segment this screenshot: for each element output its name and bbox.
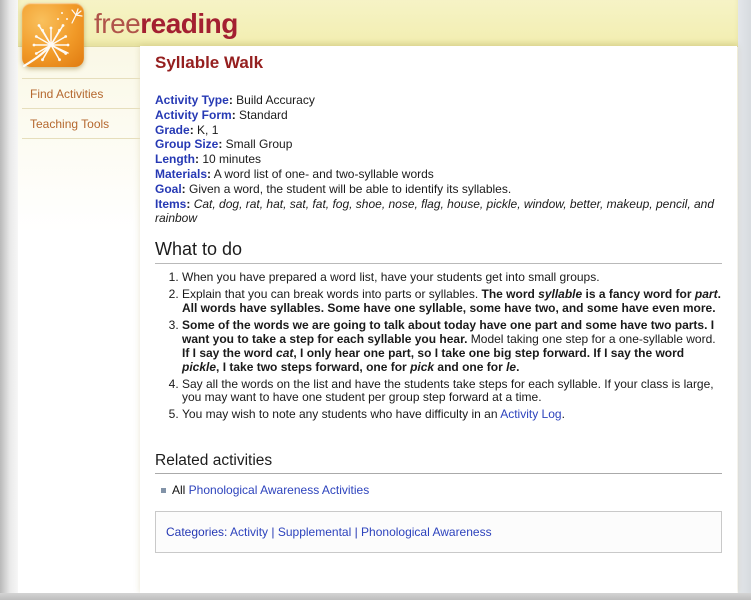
text-run: . All words have syllables. Some have one syllable, some have two, and some have even more. [182,287,721,315]
meta-row-group-size: Group Size: Small Group [155,137,293,152]
section-divider [155,263,722,264]
meta-row-activity-form: Activity Form: Standard [155,107,288,122]
main-content [140,46,737,593]
meta-label: Activity Form [155,107,232,122]
meta-row-items: Items: Cat, dog, rat, hat, sat, fat, fog, shoe, nose, flag, house, pickle, window, better, makeup, pencil, and rainbow [155,196,715,226]
sidebar [22,78,140,139]
meta-label: Group Size [155,137,219,152]
meta-value [236,108,288,122]
meta-row-grade: Grade: K, 1 [155,122,219,137]
category-separator: | [268,525,278,540]
categories-label: Categories: [166,525,231,540]
text-run: and one for [434,359,507,374]
category-link-phonological-awareness[interactable]: Phonological Awareness [361,525,492,540]
meta-row-goal: Goal: Given a word, the student will be able to identify its syllables. [155,181,512,196]
sidebar-item-find-activities[interactable]: Find Activities [30,87,104,101]
text-run: part [694,287,718,302]
meta-label: Goal [155,181,182,196]
phonological-awareness-activities-link[interactable]: Phonological Awareness Activities [188,483,370,498]
sidebar-item-teaching-tools[interactable]: Teaching Tools [30,117,110,131]
text-run: Cat, dog, rat, hat, sat, fat, fog, shoe, nose, flag, house, pickle, window, better, makeup, pencil, and rainbow [155,196,715,226]
dandelion-icon [22,3,84,67]
meta-value [233,93,315,107]
text-run: is a fancy word for [582,287,695,302]
text-run: Build Accuracy [232,93,315,107]
steps-list [155,271,722,422]
meta-value [199,152,261,166]
text-run: The word [481,287,539,302]
page-title: Syllable Walk [155,53,264,72]
activity-meta [155,93,722,226]
window-edge-left [0,0,18,600]
page [18,0,738,593]
sidebar-divider [22,138,140,139]
related-item-prefix: All [172,483,189,498]
text-run: . [516,359,520,374]
meta-row-activity-type: Activity Type: Build Accuracy [155,93,315,107]
step-item [182,378,722,406]
meta-value [194,123,219,137]
text-run: Small Group [222,137,293,152]
text-run: 10 minutes [199,152,262,167]
meta-row-materials: Materials: A word list of one- and two-syllable words [155,166,434,181]
meta-label: Length [155,152,195,167]
text-run: Model taking one step for a one-syllable word. [467,331,716,346]
step-item [182,408,722,422]
text-run: . [561,407,565,422]
text-run: Some of the words we are going to talk about today have one part and some have two parts. I want you to take a step for each syllable you hear. [182,317,715,346]
text-run: Say all the words on the list and have the students take steps for each syllable. If your class is large, you may want to have one student per group step forward at a time. [182,376,714,405]
step-item [182,271,722,285]
text-run: le [506,359,517,374]
step-item [182,319,722,375]
text-run: When you have prepared a word list, have your students get into small groups. [182,270,600,285]
text-run: A word list of one- and two-syllable words [211,166,434,181]
text-run: Standard [235,107,288,122]
text-run: , I take two steps forward, one for [216,359,411,374]
category-link-supplemental[interactable]: Supplemental [277,525,352,540]
meta-label: Materials [155,166,208,181]
text-run: If I say the word [182,345,277,360]
text-run: , I only hear one part, so I take one big step forward. If I say the word [293,345,685,360]
what-to-do-heading: What to do [155,239,243,260]
site-logo[interactable] [22,3,84,67]
brand-free: free [94,8,141,39]
text-run: Explain that you can break words into parts or syllables. [182,287,482,302]
text-run: syllable [538,287,583,302]
step-item [182,288,722,316]
meta-label: Activity Type [155,93,229,107]
window-edge-bottom [0,593,751,600]
window-edge-right [738,0,751,600]
meta-row-length: Length: 10 minutes [155,152,262,167]
meta-value [186,182,512,196]
text-run: K, 1 [193,122,219,137]
related-list-item [161,483,722,497]
related-activities-heading: Related activities [155,452,273,470]
text-run: You may wish to note any students who have difficulty in an [182,407,501,422]
site-title[interactable] [94,8,238,40]
categories-box [155,511,722,553]
text-run: cat [276,345,294,360]
category-separator: | [351,525,362,540]
meta-value [211,167,434,181]
text-run: pick [410,359,435,374]
text-run: Given a word, the student will be able to identify its syllables. [185,181,512,196]
section-divider [155,473,722,474]
meta-label: Items [155,196,187,211]
meta-label: Grade [155,122,190,137]
text-run: pickle [182,359,217,374]
inline-link[interactable]: Activity Log [500,407,562,422]
brand-reading: reading [140,8,238,39]
meta-value [155,197,714,226]
category-link-activity[interactable]: Activity [230,525,269,540]
square-bullet-icon [161,488,166,493]
meta-value [222,137,292,151]
